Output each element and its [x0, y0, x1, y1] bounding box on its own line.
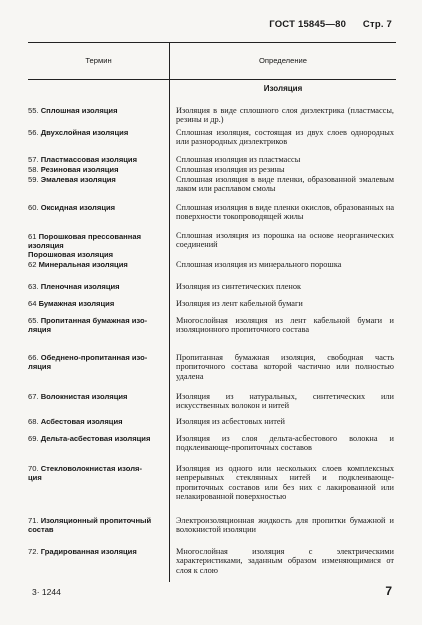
- term: 67. Волокнистая изоляция: [28, 392, 128, 401]
- term: 68. Асбестовая изоляция: [28, 417, 123, 426]
- definition: Изоляция из слоя дельта-асбестового волокна и подклеивающе-пропиточных составов: [176, 434, 394, 453]
- column-header-term: Термин: [85, 56, 112, 65]
- term: 63. Пленочная изоляция: [28, 282, 120, 291]
- page-header: [269, 19, 392, 30]
- term: 64 Бумажная изоляция: [28, 299, 115, 308]
- term: 55. Сплошная изоляция: [28, 106, 118, 115]
- term: 70. Стекловолокнистая изоля- ция: [28, 464, 142, 482]
- term: 59. Эмалевая изоляция: [28, 175, 116, 184]
- definition: Изоляция из лент кабельной бумаги: [176, 299, 303, 308]
- term: 61 Порошковая прессованная изоляция Порошковая изоляция: [28, 232, 142, 259]
- definition: Сплошная изоляция, состоящая из двух слоев однородных или разнородных диэлектриков: [176, 128, 394, 147]
- page-number: 7: [385, 584, 392, 598]
- print-code: 3· 1244: [32, 587, 61, 597]
- column-divider: [169, 78, 170, 582]
- terms-table: [28, 42, 396, 575]
- definition: Многослойная изоляция из лент кабельной бумаги и изоляционного пропиточного состава: [176, 316, 394, 335]
- term: 71. Изоляционный пропиточный состав: [28, 516, 152, 534]
- term: 69. Дельта-асбестовая изоляция: [28, 434, 151, 443]
- definition: Изоляция из натуральных, синтетических или искусственных волокон и нитей: [176, 392, 394, 411]
- definition: Сплошная изоляция в виде пленки окислов, образованных на поверхности токопроводящей жилы: [176, 203, 394, 222]
- term: 66. Обеднено-пропитанная изо- ляция: [28, 353, 148, 371]
- section-title: Изоляция: [263, 84, 303, 93]
- definition: Электроизоляционная жидкость для пропитки бумажной и волокнистой изоляции: [176, 516, 394, 535]
- definition: Сплошная изоляция из порошка на основе неорганических соединений: [176, 231, 394, 250]
- definition: Многослойная изоляция с электрическими характеристиками, заданным образом изменяющимися от слоя к слою: [176, 547, 394, 575]
- table-header: [28, 42, 396, 80]
- term: 57. Пластмассовая изоляция: [28, 155, 138, 164]
- definition: Сплошная изоляция из резины: [176, 165, 285, 174]
- standard-number: ГОСТ 15845—80: [269, 19, 347, 30]
- definition: Изоляция из асбестовых нитей: [176, 417, 285, 426]
- term: 65. Пропитанная бумажная изо- ляция: [28, 316, 148, 334]
- term: 60. Оксидная изоляция: [28, 203, 116, 212]
- term: 58. Резиновая изоляция: [28, 165, 119, 174]
- page-number-label: Стр. 7: [362, 19, 392, 30]
- definition: Изоляция из одного или нескольких слоев комплексных непрерывных стеклянных нитей и подклеивающе-пропиточных составов или без них с лакированной или нелакированной поверхностью: [176, 464, 394, 502]
- column-header-definition: Определение: [258, 56, 307, 65]
- definition: Сплошная изоляция из пластмассы: [176, 155, 301, 164]
- definition: Изоляция в виде сплошного слоя диэлектрика (пластмассы, резины и др.): [176, 106, 394, 125]
- term: 62 Минеральная изоляция: [28, 260, 128, 269]
- definition: Пропитанная бумажная изоляция, свободная часть пропиточного состава которой частично или полностью удалена: [176, 353, 394, 381]
- term: 72. Градированная изоляция: [28, 547, 137, 556]
- definition: Изоляция из синтетических пленок: [176, 282, 302, 291]
- definition: Сплошная изоляция в виде пленки, образованной эмалевым лаком или расплавом смолы: [176, 175, 394, 194]
- definition: Сплошная изоляция из минерального порошка: [176, 260, 342, 269]
- term: 56. Двухслойная изоляция: [28, 128, 129, 137]
